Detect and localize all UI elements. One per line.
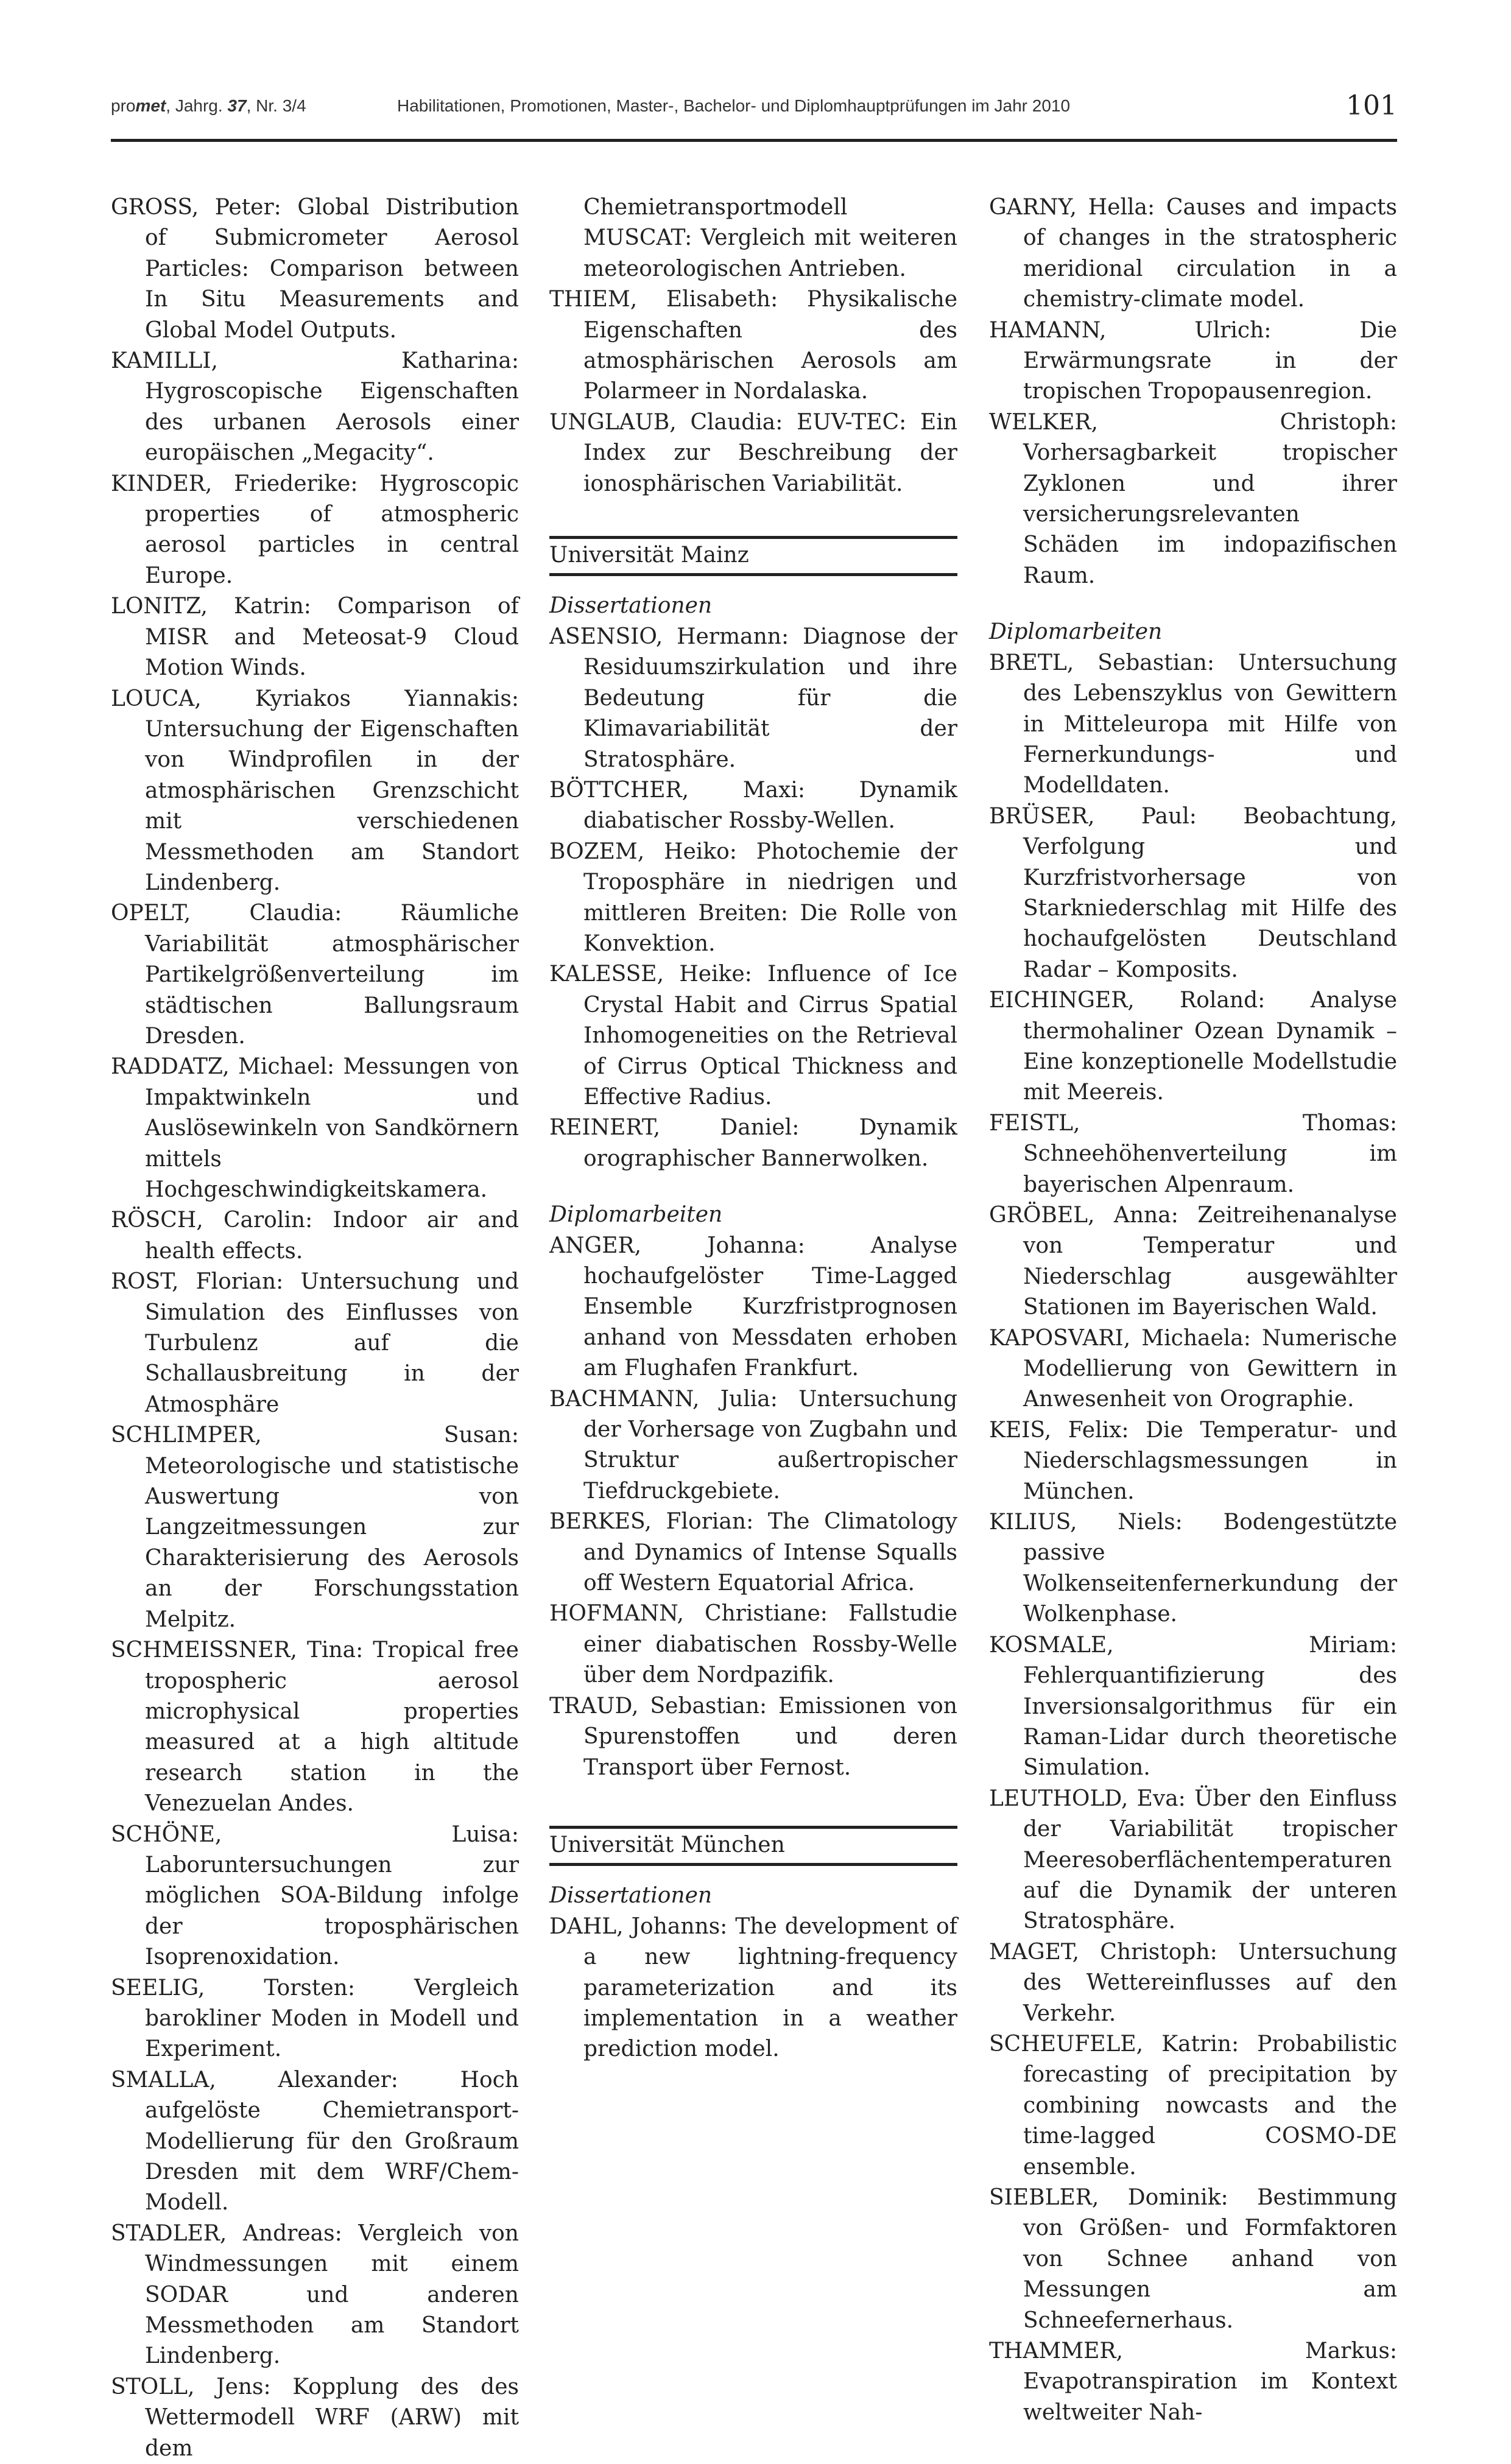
- list-item: GARNY, Hella: Causes and impacts of changes in the stratospheric meridional circulation in a chemistry-climate model.: [989, 195, 1397, 312]
- list-item: MAGET, Christoph: Untersuchung des Wettereinflusses auf den Verkehr.: [989, 1939, 1397, 2026]
- list-item: LOUCA, Kyriakos Yiannakis: Untersuchung der Eigenschaften von Windprofilen in der atmosphärischen Grenzschicht mit verschiedenen Messmethoden am Standort Lindenberg.: [111, 686, 519, 895]
- subheading-diplomarbeiten: Diplomarbeiten: [989, 619, 1163, 645]
- list-item: RADDATZ, Michael: Messungen von Impaktwinkeln und Auslösewinkeln von Sandkörnern mittels Hochgeschwindigkeitskamera.: [111, 1054, 519, 1202]
- list-item: KEIS, Felix: Die Temperatur- und Niederschlagsmessungen in München.: [989, 1417, 1397, 1504]
- list-item: BRÜSER, Paul: Beobachtung, Verfolgung und Kurzfristvorhersage von Starkniederschlag mit Hilfe des hochaufgelösten Deutschland Radar – Komposits.: [989, 803, 1397, 982]
- list-item: HOFMANN, Christiane: Fallstudie einer diabatischen Rossby-Welle über dem Nordpazifik.: [549, 1601, 957, 1688]
- list-item: LONITZ, Katrin: Comparison of MISR and Meteosat-9 Cloud Motion Winds.: [111, 594, 519, 681]
- running-title: Habilitationen, Promotionen, Master-, Bachelor- und Diplomhauptprüfungen im Jahr 2010: [397, 96, 1071, 115]
- list-item: THIEM, Elisabeth: Physikalische Eigenschaften des atmosphärischen Aerosols am Polarmeer in Nordalaska.: [549, 287, 957, 404]
- column-3: [989, 192, 1397, 2428]
- list-item: RÖSCH, Carolin: Indoor air and health effects.: [111, 1208, 519, 1264]
- list-item: SMALLA, Alexander: Hoch aufgelöste Chemietransport-Modellierung für den Großraum Dresden mit dem WRF/Chem-Modell.: [111, 2067, 519, 2216]
- list-item: KALESSE, Heike: Influence of Ice Crystal Habit and Cirrus Spatial Inhomogeneities on the Retrieval of Cirrus Optical Thickness and Effective Radius.: [549, 962, 957, 1110]
- list-item: ASENSIO, Hermann: Diagnose der Residuumszirkulation und ihre Bedeutung für die Klimavariabilität der Stratosphäre.: [549, 624, 957, 772]
- journal-rest: , Jahrg.: [166, 96, 228, 115]
- list-item: STADLER, Andreas: Vergleich von Windmessungen mit einem SODAR und anderen Messmethoden am Standort Lindenberg.: [111, 2220, 519, 2369]
- list-item: SCHÖNE, Luisa: Laboruntersuchungen zur möglichen SOA-Bildung infolge der troposphärischen Isoprenoxidation.: [111, 1822, 519, 1970]
- journal-issue: , Nr. 3/4: [246, 96, 306, 115]
- section-heading-mainz: Universität Mainz: [549, 536, 957, 576]
- list-item: BACHMANN, Julia: Untersuchung der Vorhersage von Zugbahn und Struktur außertropischer Tiefdruckgebiete.: [549, 1386, 957, 1504]
- journal-pro: pro: [111, 96, 136, 115]
- list-item: UNGLAUB, Claudia: EUV-TEC: Ein Index zur Beschreibung der ionosphärischen Variabilität.: [549, 409, 957, 496]
- subheading-dissertationen: Dissertationen: [549, 593, 713, 619]
- list-item: KAPOSVARI, Michaela: Numerische Modellierung von Gewittern in Anwesenheit von Orographie.: [989, 1325, 1397, 1412]
- subheading-diplomarbeiten: Diplomarbeiten: [549, 1202, 723, 1228]
- list-item: FEISTL, Thomas: Schneehöhenverteilung im bayerischen Alpenraum.: [989, 1110, 1397, 1197]
- page-number: 101: [1346, 90, 1397, 121]
- list-item: KOSMALE, Miriam: Fehlerquantifizierung des Inversionsalgorithmus für ein Raman-Lidar durch theoretische Simulation.: [989, 1632, 1397, 1781]
- journal-citation: [111, 96, 306, 116]
- journal-met: met: [135, 96, 166, 115]
- list-item: SCHLIMPER, Susan: Meteorologische und statistische Auswertung von Langzeitmessungen zur Charakterisierung des Aerosols an der Forschungsstation Melpitz.: [111, 1423, 519, 1632]
- list-item: OPELT, Claudia: Räumliche Variabilität atmosphärischer Partikelgrößenverteilung im städtischen Ballungsraum Dresden.: [111, 901, 519, 1049]
- list-item: ANGER, Johanna: Analyse hochaufgelöster Time-Lagged Ensemble Kurzfristprognosen anhand von Messdaten erhoben am Flughafen Frankfurt.: [549, 1233, 957, 1381]
- column-2: [549, 192, 957, 2065]
- column-1: [111, 192, 519, 2464]
- list-item: KINDER, Friederike: Hygroscopic properties of atmospheric aerosol particles in central Europe.: [111, 471, 519, 588]
- list-item: BERKES, Florian: The Climatology and Dynamics of Intense Squalls off Western Equatorial Africa.: [549, 1509, 957, 1596]
- list-item: SCHEUFELE, Katrin: Probabilistic forecasting of precipitation by combining nowcasts and the time-lagged COSMO-DE ensemble.: [989, 2031, 1397, 2180]
- list-item: GROSS, Peter: Global Distribution of Submicrometer Aerosol Particles: Comparison between In Situ Measurements and Global Model Outputs.: [111, 195, 519, 343]
- page-header: [111, 90, 1397, 142]
- list-item: DAHL, Johanns: The development of a new lightning-frequency parameterization and its implementation in a weather prediction model.: [549, 1913, 957, 2062]
- section-heading-muenchen: Universität München: [549, 1826, 957, 1866]
- list-item: THAMMER, Markus: Evapotranspiration im Kontext weltweiter Nah-: [989, 2339, 1397, 2425]
- list-item: SEELIG, Torsten: Vergleich barokliner Moden in Modell und Experiment.: [111, 1975, 519, 2062]
- list-item: STOLL, Jens: Kopplung des des Wettermodell WRF (ARW) mit dem: [111, 2374, 519, 2461]
- list-item: LEUTHOLD, Eva: Über den Einfluss der Variabilität tropischer Meeresoberflächentemperaturen auf die Dynamik der unteren Stratosphäre.: [989, 1786, 1397, 1934]
- list-item: GRÖBEL, Anna: Zeitreihenanalyse von Temperatur und Niederschlag ausgewählter Stationen im Bayerischen Wald.: [989, 1203, 1397, 1320]
- list-item: WELKER, Christoph: Vorhersagbarkeit tropischer Zyklonen und ihrer versicherungsrelevanten Schäden im indopazifischen Raum.: [989, 409, 1397, 588]
- subheading-dissertationen: Dissertationen: [549, 1883, 713, 1909]
- list-item: ROST, Florian: Untersuchung und Simulation des Einflusses von Turbulenz auf die Schallausbreitung in der Atmosphäre: [111, 1269, 519, 1417]
- list-item: SIEBLER, Dominik: Bestimmung von Größen- und Formfaktoren von Schnee anhand von Messungen am Schneefernerhaus.: [989, 2185, 1397, 2333]
- list-item: KAMILLI, Katharina: Hygroscopische Eigenschaften des urbanen Aerosols einer europäischen „Megacity“.: [111, 348, 519, 466]
- list-item: HAMANN, Ulrich: Die Erwärmungsrate in der tropischen Tropopausenregion.: [989, 317, 1397, 404]
- list-item: EICHINGER, Roland: Analyse thermohaliner Ozean Dynamik – Eine konzeptionelle Modellstudie mit Meereis.: [989, 988, 1397, 1105]
- list-item: BÖTTCHER, Maxi: Dynamik diabatischer Rossby-Wellen.: [549, 777, 957, 834]
- list-item-continuation: Chemietransportmodell MUSCAT: Vergleich mit weiteren meteorologischen Antrieben.: [583, 195, 957, 281]
- journal-volume: 37: [227, 96, 247, 115]
- list-item: SCHMEISSNER, Tina: Tropical free tropospheric aerosol microphysical properties measured at a high altitude research station in the Venezuelan Andes.: [111, 1638, 519, 1817]
- list-item: TRAUD, Sebastian: Emissionen von Spurenstoffen und deren Transport über Fernost.: [549, 1693, 957, 1780]
- list-item: REINERT, Daniel: Dynamik orographischer Bannerwolken.: [549, 1115, 957, 1171]
- list-item: KILIUS, Niels: Bodengestützte passive Wolkenseitenfernerkundung der Wolkenphase.: [989, 1510, 1397, 1627]
- list-item: BOZEM, Heiko: Photochemie der Troposphäre in niedrigen und mittleren Breiten: Die Rolle von Konvektion.: [549, 839, 957, 956]
- list-item: BRETL, Sebastian: Untersuchung des Lebenszyklus von Gewittern in Mitteleuropa mit Hilfe von Fernerkundungs- und Modelldaten.: [989, 650, 1397, 798]
